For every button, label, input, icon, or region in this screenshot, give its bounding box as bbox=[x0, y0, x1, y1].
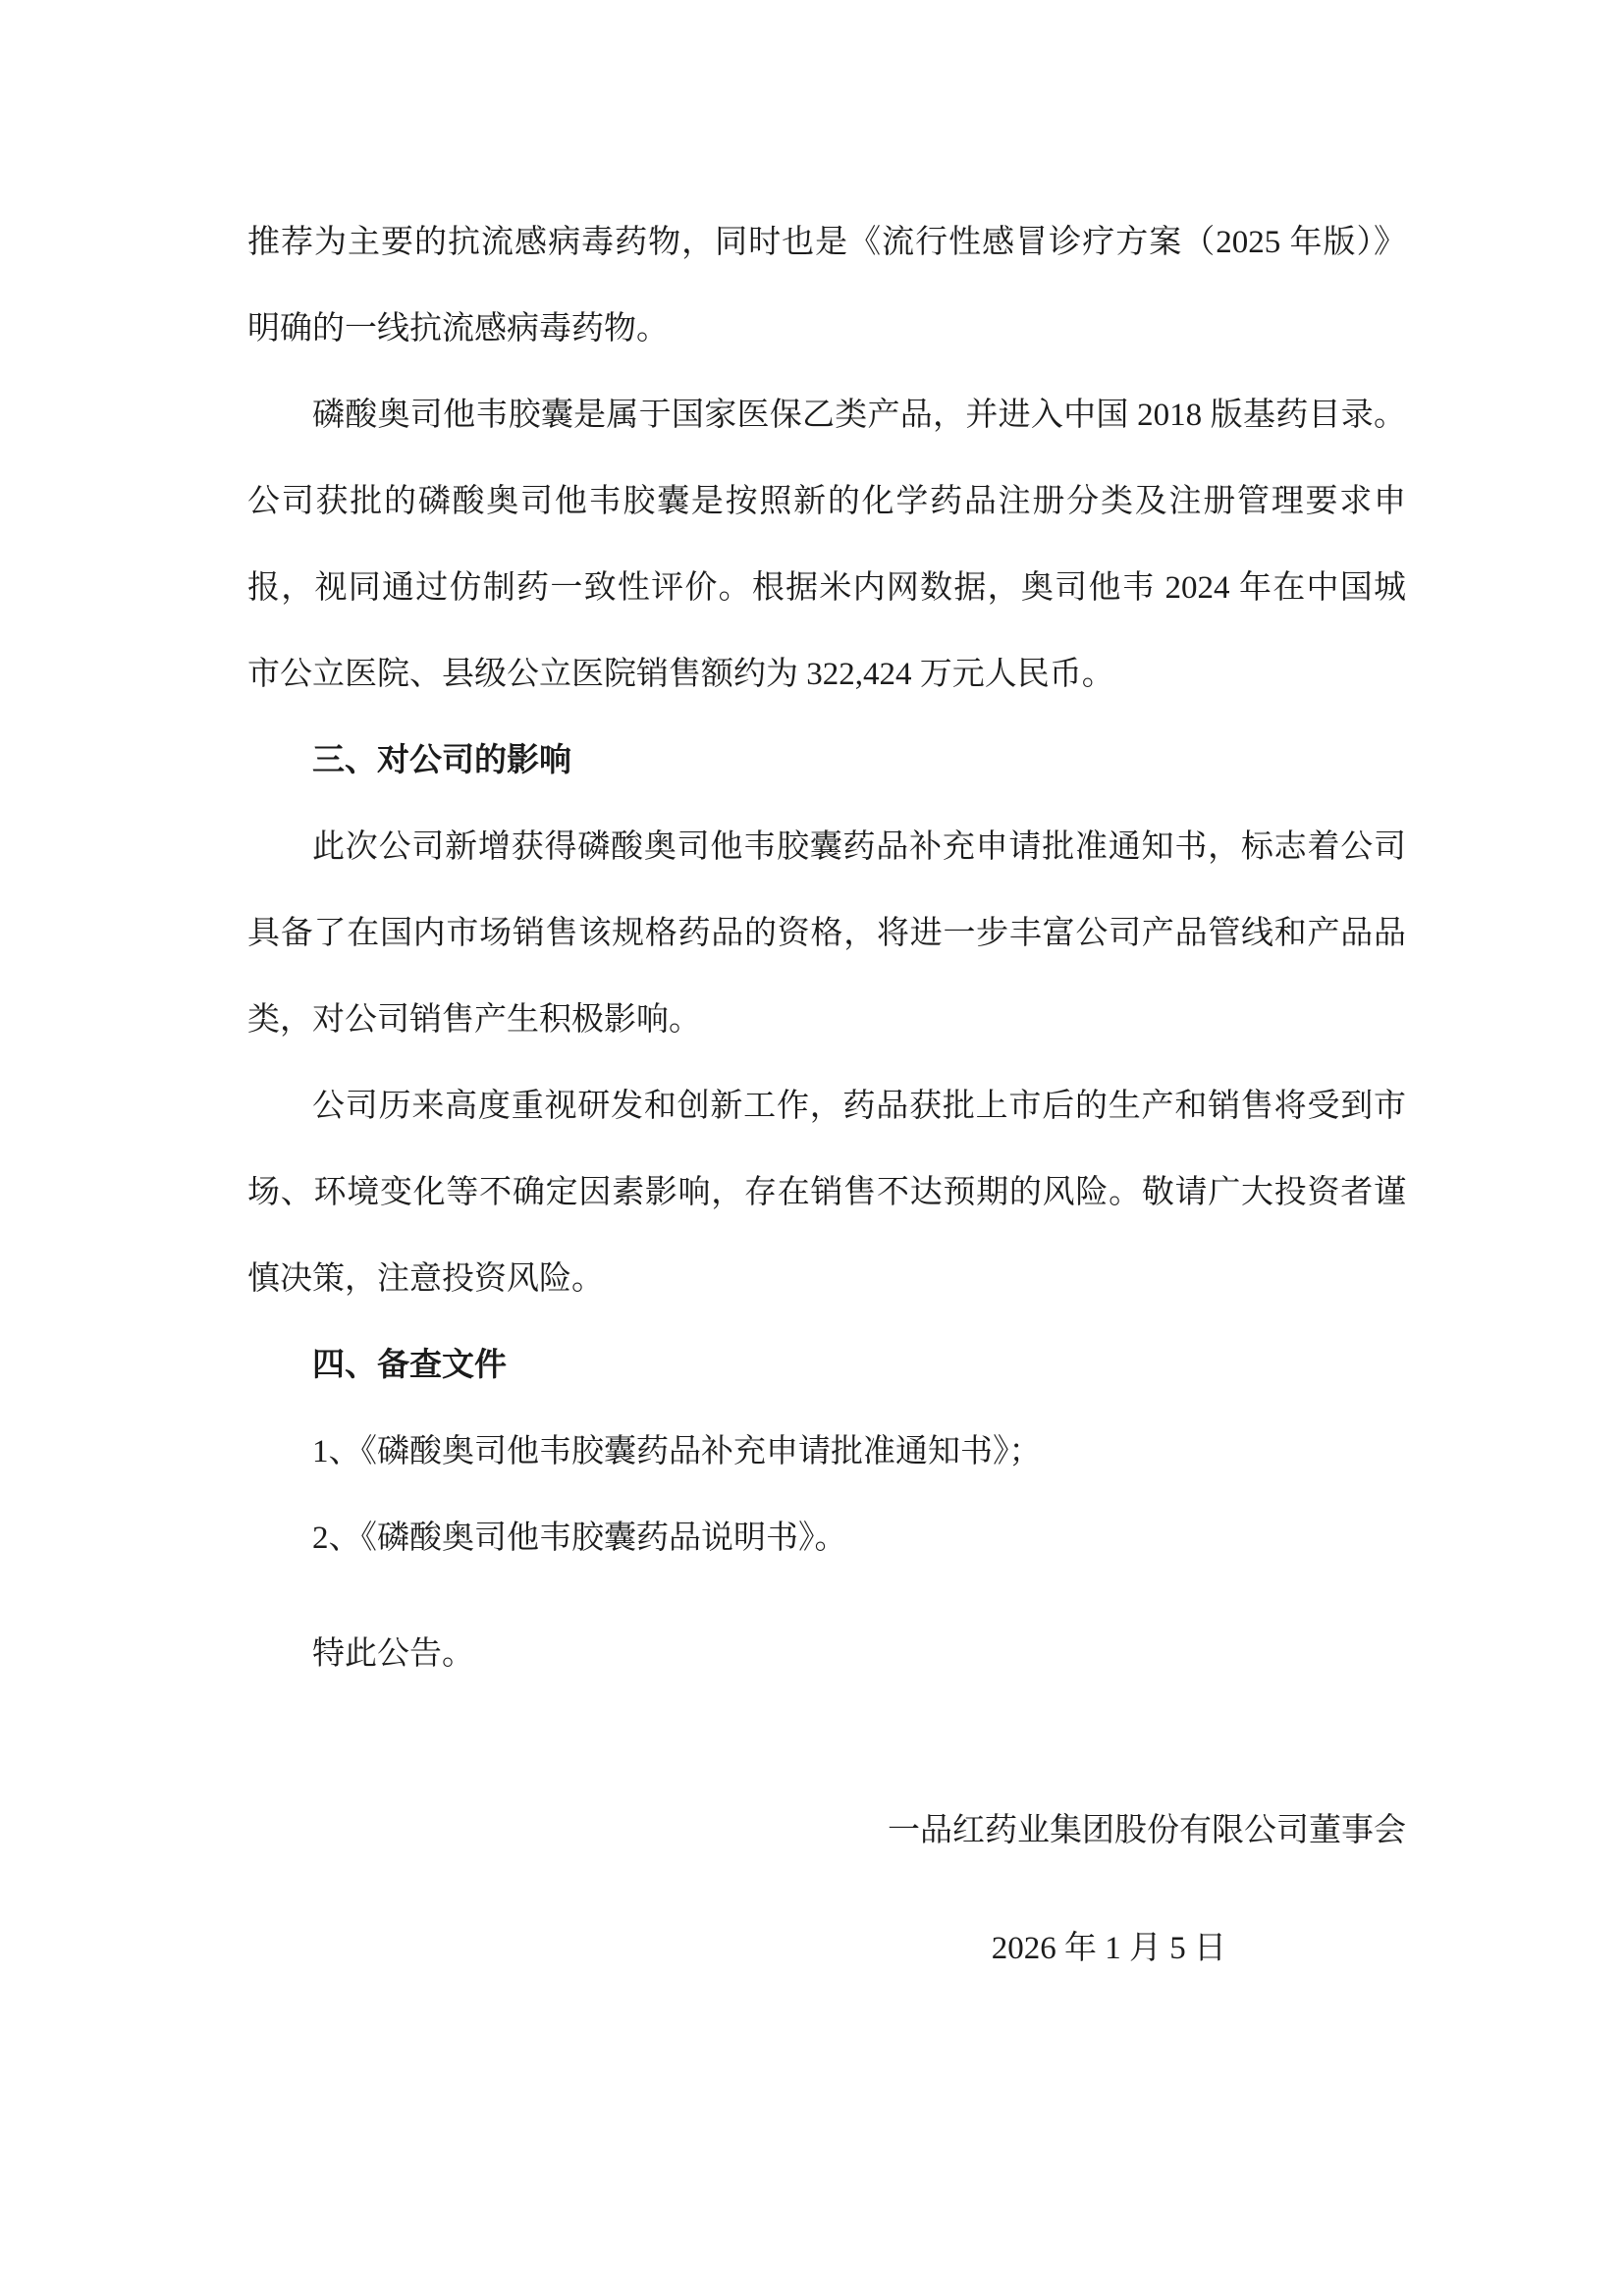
body-line: 此次公司新增获得磷酸奥司他韦胶囊药品补充申请批准通知书，标志着公司 bbox=[312, 829, 1406, 865]
body-line: 四、备查文件 bbox=[312, 1348, 507, 1383]
body-line: 报，视同通过仿制药一致性评价。根据米内网数据，奥司他韦 2024 年在中国城 bbox=[247, 570, 1406, 606]
body-line: 三、对公司的影响 bbox=[312, 743, 571, 778]
body-line: 具备了在国内市场销售该规格药品的资格，将进一步丰富公司产品管线和产品品 bbox=[247, 916, 1406, 951]
signature-company: 一品红药业集团股份有限公司董事会 bbox=[888, 1813, 1406, 1848]
body-line: 公司获批的磷酸奥司他韦胶囊是按照新的化学药品注册分类及注册管理要求申 bbox=[247, 484, 1406, 519]
body-line: 1、《磷酸奥司他韦胶囊药品补充申请批准通知书》； bbox=[312, 1434, 1042, 1469]
body-text bbox=[247, 199, 1406, 1581]
body-line: 市公立医院、县级公立医院销售额约为 322,424 万元人民币。 bbox=[247, 657, 1114, 692]
body-line: 2、《磷酸奥司他韦胶囊药品说明书》。 bbox=[312, 1521, 847, 1556]
body-line: 磷酸奥司他韦胶囊是属于国家医保乙类产品，并进入中国 2018 版基药目录。 bbox=[312, 398, 1406, 433]
signature-date: 2026 年 1 月 5 日 bbox=[991, 1931, 1226, 1966]
document-content bbox=[247, 199, 1406, 1992]
body-line: 推荐为主要的抗流感病毒药物，同时也是《流行性感冒诊疗方案（2025 年版）》 bbox=[247, 225, 1406, 260]
closing-line: 特此公告。 bbox=[312, 1636, 474, 1672]
body-line: 慎决策，注意投资风险。 bbox=[247, 1261, 604, 1297]
body-line: 类，对公司销售产生积极影响。 bbox=[247, 1002, 701, 1038]
body-line: 明确的一线抗流感病毒药物。 bbox=[247, 311, 669, 347]
body-line: 场、环境变化等不确定因素影响，存在销售不达预期的风险。敬请广大投资者谨 bbox=[247, 1175, 1406, 1210]
body-line: 公司历来高度重视研发和创新工作，药品获批上市后的生产和销售将受到市 bbox=[312, 1089, 1406, 1124]
